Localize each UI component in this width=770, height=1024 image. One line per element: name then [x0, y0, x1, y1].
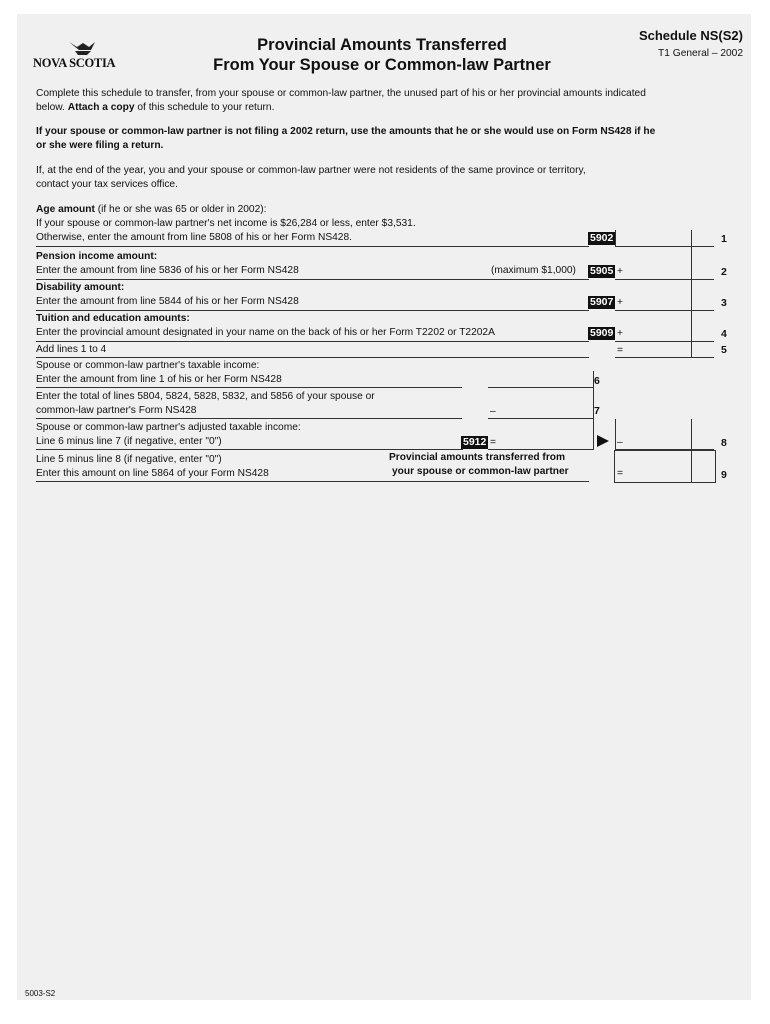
adjusted-income-text: Line 6 minus line 7 (if negative, enter "0")	[36, 436, 222, 447]
logo-wordmark: NOVA SCOTIA	[33, 56, 116, 70]
taxable-income-text: Enter the amount from line 1 of his or her Form NS428	[36, 374, 282, 385]
minus-sign: –	[490, 406, 496, 417]
cents-divider	[593, 419, 594, 449]
line-code-5907: 5907	[590, 296, 614, 308]
line-number-1: 1	[721, 233, 727, 245]
cents-divider	[691, 450, 692, 482]
transferred-amount-label: Provincial amounts transferred from	[389, 452, 566, 463]
age-amount-heading	[36, 204, 266, 216]
line-number-8: 8	[721, 437, 727, 449]
cents-divider	[691, 230, 692, 246]
total-lines-text: common-law partner's Form NS428	[36, 405, 197, 416]
disability-text: Enter the amount from line 5844 of his or her Form NS428	[36, 296, 299, 307]
intro-text-pre: below.	[36, 102, 65, 113]
row-separator	[36, 481, 589, 482]
form-subtitle: T1 General – 2002	[658, 48, 743, 59]
age-amount-title: Age amount	[36, 204, 95, 215]
plus-sign: +	[617, 266, 623, 277]
add-lines-text: Add lines 1 to 4	[36, 344, 107, 355]
equals-sign: =	[490, 437, 496, 448]
taxable-income-text: Spouse or common-law partner's taxable income:	[36, 360, 260, 371]
line-code-5912: 5912	[463, 436, 487, 448]
line-number-4: 4	[721, 328, 727, 340]
plus-sign: +	[617, 328, 623, 339]
total-lines-text: Enter the total of lines 5804, 5824, 5828, 5832, and 5856 of your spouse or	[36, 391, 375, 402]
minus-sign: –	[617, 437, 623, 448]
line-9-input[interactable]	[614, 450, 716, 483]
residency-note: If, at the end of the year, you and your spouse or common-law partner were not residents of the same province or territory,	[36, 165, 586, 176]
cents-divider	[691, 280, 692, 310]
plus-sign: +	[617, 297, 623, 308]
line-code-5905: 5905	[590, 265, 614, 277]
row-separator	[36, 387, 462, 388]
pension-maximum: (maximum $1,000)	[491, 265, 576, 276]
row-separator	[36, 310, 589, 311]
age-amount-text: Otherwise, enter the amount from line 5808 of his or her Form NS428.	[36, 232, 352, 243]
age-amount-note: (if he or she was 65 or older in 2002):	[97, 204, 267, 215]
row-separator	[36, 418, 462, 419]
not-filing-note: or she were filing a return.	[36, 140, 164, 151]
line-8-input-left[interactable]	[488, 449, 594, 450]
intro-text-post: of this schedule to your return.	[137, 102, 275, 113]
intro-text-bold: Attach a copy	[67, 102, 135, 113]
cents-divider	[691, 419, 692, 449]
line-5-input[interactable]	[615, 357, 714, 358]
line-2-input[interactable]	[615, 279, 714, 280]
line-4-input[interactable]	[615, 341, 714, 342]
line-6-input[interactable]	[488, 387, 594, 388]
cents-divider	[691, 342, 692, 357]
tuition-text: Enter the provincial amount designated in your name on the back of his or her Form T2202 or T2202A	[36, 327, 495, 338]
row-separator	[36, 341, 589, 342]
not-filing-note: If your spouse or common-law partner is not filing a 2002 return, use the amounts that he or she would use on Form NS428 if he	[36, 126, 656, 137]
line-number-3: 3	[721, 297, 727, 309]
line-number-7: 7	[594, 405, 600, 417]
pension-text: Enter the amount from line 5836 of his or her Form NS428	[36, 265, 299, 276]
row-separator	[36, 357, 589, 358]
row-separator	[36, 449, 463, 450]
residency-note: contact your tax services office.	[36, 179, 178, 190]
field-border	[615, 230, 616, 246]
line-number-5: 5	[721, 344, 727, 356]
final-line-text: Enter this amount on line 5864 of your Form NS428	[36, 468, 269, 479]
ship-icon	[31, 38, 135, 58]
row-separator	[36, 246, 589, 247]
pension-heading: Pension income amount:	[36, 251, 158, 262]
age-amount-text: If your spouse or common-law partner's net income is $26,284 or less, enter $3,531.	[36, 218, 416, 229]
form-code: 5003-S2	[25, 989, 56, 998]
line-3-input[interactable]	[615, 310, 714, 311]
equals-sign: =	[617, 345, 623, 356]
cents-divider	[691, 247, 692, 279]
line-code-5902: 5902	[590, 232, 614, 244]
tuition-heading: Tuition and education amounts:	[36, 313, 190, 324]
schedule-label: Schedule NS(S2)	[638, 28, 743, 43]
form-title-line2: From Your Spouse or Common-law Partner	[213, 56, 551, 74]
transferred-amount-label: your spouse or common-law partner	[392, 466, 569, 477]
line-7-input[interactable]	[488, 418, 594, 419]
intro-text: Complete this schedule to transfer, from your spouse or common-law partner, the unused part of his or her provincial amounts indicated	[36, 88, 646, 99]
row-separator	[36, 279, 589, 280]
line-code-5909: 5909	[590, 327, 614, 339]
field-border	[615, 419, 616, 449]
form-page	[17, 14, 751, 1000]
disability-heading: Disability amount:	[36, 282, 125, 293]
line-number-9: 9	[721, 469, 727, 481]
nova-scotia-logo	[31, 38, 135, 74]
line-number-2: 2	[721, 266, 727, 278]
line-1-input[interactable]	[615, 246, 714, 247]
form-title-line1: Provincial Amounts Transferred	[257, 36, 507, 54]
intro-text	[36, 102, 274, 114]
arrow-right-icon	[597, 435, 609, 447]
final-line-text: Line 5 minus line 8 (if negative, enter "0")	[36, 454, 222, 465]
line-number-6: 6	[594, 375, 600, 387]
equals-sign: =	[617, 468, 623, 479]
adjusted-income-text: Spouse or common-law partner's adjusted taxable income:	[36, 422, 301, 433]
cents-divider	[691, 311, 692, 341]
